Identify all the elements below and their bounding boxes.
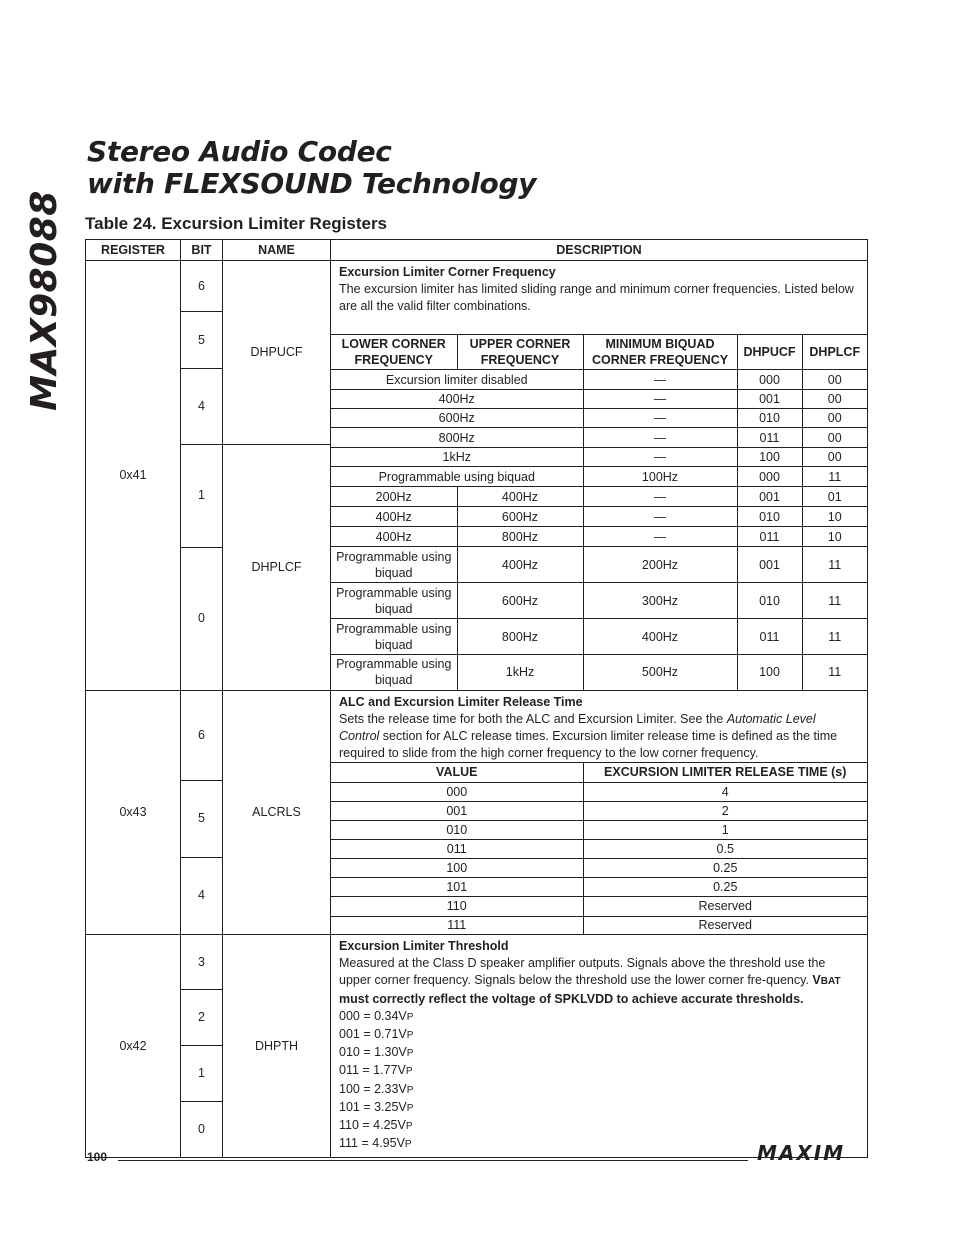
list-item: 000 = 0.34VP <box>339 1008 414 1023</box>
list-item: 010 = 1.30VP <box>339 1045 414 1060</box>
desc-title: Excursion Limiter Corner Frequency <box>339 265 556 279</box>
sub-header: UPPER CORNER FREQUENCY <box>457 335 583 370</box>
bit-cell: 5 <box>181 781 223 857</box>
release-time-table <box>331 762 867 935</box>
field-name: DHPUCF <box>223 261 331 445</box>
table-row: 001 2 <box>331 801 867 820</box>
description-cell <box>331 690 868 935</box>
table-row: 101 0.25 <box>331 877 867 896</box>
field-name: ALCRLS <box>223 690 331 935</box>
list-item: 100 = 2.33VP <box>339 1081 414 1096</box>
col-register: REGISTER <box>86 240 181 261</box>
register-cell: 0x41 <box>86 261 181 691</box>
register-cell: 0x42 <box>86 935 181 1158</box>
bit-cell: 3 <box>181 935 223 990</box>
sub-header: DHPUCF <box>737 335 802 370</box>
table-row: 400Hz 800Hz — 011 10 <box>331 527 867 547</box>
table-row: Programmable using biquad 100Hz 000 11 <box>331 467 867 487</box>
title-line-1: Stereo Audio Codec <box>87 135 392 168</box>
bit-cell: 5 <box>181 312 223 369</box>
bit-cell: 4 <box>181 369 223 445</box>
side-part-number: MAX98088 <box>23 189 65 411</box>
table-row: Programmable using biquad 600Hz 300Hz 010 11 <box>331 583 867 619</box>
table-caption: Table 24. Excursion Limiter Registers <box>85 214 388 233</box>
table-row: 100 0.25 <box>331 858 867 877</box>
register-table <box>85 239 868 1158</box>
field-name: DHPTH <box>223 935 331 1158</box>
table-row: Programmable using biquad 400Hz 200Hz 001 11 <box>331 547 867 583</box>
bit-cell: 6 <box>181 690 223 781</box>
field-name: DHPLCF <box>223 445 331 691</box>
table-row: 1kHz — 100 00 <box>331 448 867 467</box>
sub-header: EXCURSION LIMITER RELEASE TIME (s) <box>583 762 867 782</box>
footer-rule <box>118 1160 748 1161</box>
list-item: 101 = 3.25VP <box>339 1099 414 1114</box>
desc-title: ALC and Excursion Limiter Release Time <box>339 694 583 709</box>
table-row: 200Hz 400Hz — 001 01 <box>331 487 867 507</box>
table-row: Programmable using biquad 1kHz 500Hz 100 11 <box>331 655 867 690</box>
table-row: 010 1 <box>331 820 867 839</box>
description-cell <box>331 261 868 691</box>
page-number: 100 <box>87 1150 108 1164</box>
register-cell: 0x43 <box>86 690 181 935</box>
bit-cell: 2 <box>181 990 223 1046</box>
list-item: 110 = 4.25VP <box>339 1118 413 1133</box>
sub-header: DHPLCF <box>802 335 867 370</box>
table-row: 600Hz — 010 00 <box>331 409 867 428</box>
desc-text: The excursion limiter has limited sliding range and minimum corner frequencies. Listed below are all the valid filter combinations. <box>339 282 854 313</box>
bit-cell: 0 <box>181 547 223 690</box>
sub-header: LOWER CORNER FREQUENCY <box>331 335 457 370</box>
list-item: 001 = 0.71VP <box>339 1027 414 1042</box>
title-line-2: with FLEXSOUND Technology <box>87 167 537 200</box>
sub-header: VALUE <box>331 762 583 782</box>
list-item: 011 = 1.77VP <box>339 1063 413 1078</box>
desc-text: Measured at the Class D speaker amplifier outputs. Signals above the threshold use the upper corner frequency. Signals below the threshold use the lower corner fre-quency. VBAT must correctly reflect the voltage of SPKLVDD to achieve accurate thresholds. <box>339 956 841 1006</box>
header-row <box>86 240 868 261</box>
table-row: 011 0.5 <box>331 839 867 858</box>
threshold-values <box>339 1008 859 1154</box>
table-row: 000 4 <box>331 782 867 801</box>
col-description: DESCRIPTION <box>331 240 868 261</box>
table-row: 800Hz — 011 00 <box>331 428 867 448</box>
bit-cell: 1 <box>181 1046 223 1102</box>
list-item: 111 = 4.95VP <box>339 1136 412 1151</box>
description-cell <box>331 935 868 1158</box>
bit-cell: 0 <box>181 1102 223 1158</box>
document-title <box>87 136 536 200</box>
bit-cell: 6 <box>181 261 223 312</box>
sub-header: MINIMUM BIQUAD CORNER FREQUENCY <box>583 335 737 370</box>
desc-text: Sets the release time for both the ALC and Excursion Limiter. See the Automatic Level Control section for ALC release times. Excursion limiter release time is defined as the time required to slide from the high corner frequency to the low corner frequency. <box>339 711 838 760</box>
maxim-logo: MAXIM <box>757 1141 846 1165</box>
bit-cell: 4 <box>181 857 223 934</box>
desc-title: Excursion Limiter Threshold <box>339 939 509 953</box>
table-row: Programmable using biquad 800Hz 400Hz 011 11 <box>331 619 867 655</box>
table-row: 111 Reserved <box>331 916 867 934</box>
table-row: 400Hz 600Hz — 010 10 <box>331 507 867 527</box>
table-row: Excursion limiter disabled — 000 00 <box>331 370 867 390</box>
col-bit: BIT <box>181 240 223 261</box>
corner-frequency-table <box>331 334 867 690</box>
bit-cell: 1 <box>181 445 223 548</box>
table-row: 110 Reserved <box>331 896 867 916</box>
table-row: 400Hz — 001 00 <box>331 390 867 409</box>
col-name: NAME <box>223 240 331 261</box>
